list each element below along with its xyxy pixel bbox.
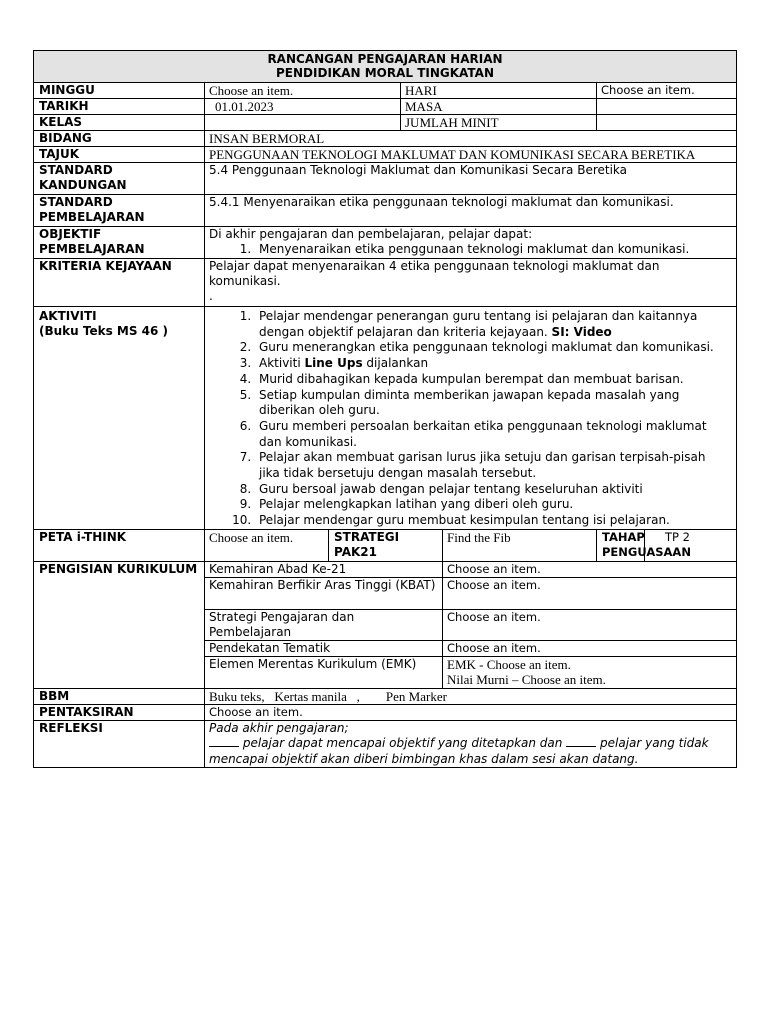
objektif-item: 1. Menyenaraikan etika penggunaan teknologi maklumat dan komunikasi. — [255, 242, 732, 257]
standard-pembelajaran-label-2: PEMBELAJARAN — [39, 210, 145, 224]
objektif-label — [34, 227, 205, 259]
standard-kandungan-value: 5.4 Penggunaan Teknologi Maklumat dan Komunikasi Secara Beretika — [205, 163, 737, 195]
refleksi-line-1: Pada akhir pengajaran; — [209, 720, 349, 735]
bidang-value: INSAN BERMORAL — [205, 131, 737, 147]
emk-line[interactable]: EMK - Choose an item. — [447, 656, 571, 672]
standard-kandungan-label-2: KANDUNGAN — [39, 178, 127, 192]
aktiviti-item: 2. Guru menerangkan etika penggunaan teknologi maklumat dan komunikasi. — [255, 340, 720, 356]
pengisian-item-name: Kemahiran Abad Ke-21 — [205, 561, 443, 577]
tajuk-label: TAJUK — [34, 147, 205, 163]
objektif-label-1: OBJEKTIF — [39, 227, 102, 241]
strategi-pak21-label: STRATEGI PAK21 — [329, 529, 443, 561]
minggu-label: MINGGU — [34, 83, 205, 99]
aktiviti-label-2: (Buku Teks MS 46 ) — [39, 324, 169, 338]
kriteria-line-1: Pelajar dapat menyenaraikan 4 etika penggunaan teknologi maklumat dan — [209, 259, 660, 273]
title-line-2: PENDIDIKAN MORAL TINGKATAN — [276, 66, 494, 80]
nilai-murni-line[interactable]: Nilai Murni – Choose an item. — [447, 671, 606, 687]
blank-line[interactable] — [566, 736, 596, 747]
tahap-penguasaan-value[interactable]: TP 2 — [645, 529, 737, 561]
refleksi-line-3: mencapai objektif akan diberi bimbingan khas dalam sesi akan datang. — [209, 751, 639, 766]
hari-label: HARI — [401, 83, 597, 99]
pengisian-item-name: Kemahiran Berfikir Aras Tinggi (KBAT) — [205, 577, 443, 609]
pengisian-item-dropdown[interactable]: Choose an item. — [443, 577, 737, 609]
jumlah-minit-field[interactable] — [597, 115, 737, 131]
pengisian-item-name: Strategi Pengajaran dan Pembelajaran — [205, 609, 443, 640]
standard-pembelajaran-label-1: STANDARD — [39, 195, 113, 209]
refleksi-label: REFLEKSI — [34, 720, 205, 768]
pengisian-item-name: Pendekatan Tematik — [205, 640, 443, 656]
refleksi-line-2: pelajar dapat mencapai objektif yang ditetapkan dan pelajar yang tidak — [209, 736, 732, 752]
kelas-label: KELAS — [34, 115, 205, 131]
blank-line[interactable] — [209, 736, 239, 747]
aktiviti-item: 3. Aktiviti Line Ups dijalankan — [255, 356, 720, 372]
aktiviti-list — [209, 309, 720, 529]
tarikh-label: TARIKH — [34, 99, 205, 115]
kelas-field[interactable] — [205, 115, 401, 131]
pentaksiran-dropdown[interactable]: Choose an item. — [205, 704, 737, 720]
emk-name: Elemen Merentas Kurikulum (EMK) — [205, 656, 443, 688]
peta-ithink-dropdown[interactable]: Choose an item. — [205, 529, 329, 561]
aktiviti-value — [205, 307, 737, 530]
pengisian-item-dropdown[interactable]: Choose an item. — [443, 561, 737, 577]
lesson-plan-sheet — [33, 50, 736, 768]
kriteria-label: KRITERIA KEJAYAAN — [34, 259, 205, 307]
aktiviti-item: 1. Pelajar mendengar penerangan guru tentang isi pelajaran dan kaitannya dengan objektif pelajaran dan kriteria kejayaan. SI: Video — [255, 309, 720, 340]
bbm-value: Buku teks, Kertas manila , Pen Marker — [205, 688, 737, 704]
tarikh-field[interactable]: 01.01.2023 — [205, 99, 401, 115]
masa-label: MASA — [401, 99, 597, 115]
objektif-value — [205, 227, 737, 259]
minggu-dropdown[interactable]: Choose an item. — [205, 83, 401, 99]
aktiviti-item: 7. Pelajar akan membuat garisan lurus jika setuju dan garisan terpisah-pisah jika tidak bersetuju dengan masalah tersebut. — [255, 450, 720, 481]
aktiviti-item: 10. Pelajar mendengar guru membuat kesimpulan tentang isi pelajaran. — [255, 513, 720, 529]
objektif-intro: Di akhir pengajaran dan pembelajaran, pelajar dapat: — [209, 227, 533, 241]
aktiviti-item: 8. Guru bersoal jawab dengan pelajar tentang keseluruhan aktiviti — [255, 482, 720, 498]
aktiviti-item: 4. Murid dibahagikan kepada kumpulan berempat dan membuat barisan. — [255, 372, 720, 388]
aktiviti-label-1: AKTIVITI — [39, 309, 97, 323]
jumlah-minit-label: JUMLAH MINIT — [401, 115, 597, 131]
bidang-label: BIDANG — [34, 131, 205, 147]
nilai-murni-dropdown: Choose an item. — [521, 671, 606, 687]
pengisian-item-dropdown[interactable]: Choose an item. — [443, 640, 737, 656]
masa-field[interactable] — [597, 99, 737, 115]
aktiviti-item: 5. Setiap kumpulan diminta memberikan jawapan kepada masalah yang diberikan oleh guru. — [255, 388, 720, 419]
emk-values — [443, 656, 737, 688]
tahap-penguasaan-label: TAHAP PENGUASAAN — [597, 529, 645, 561]
standard-kandungan-label — [34, 163, 205, 195]
kriteria-line-3: . — [209, 289, 213, 303]
title-line-1: RANCANGAN PENGAJARAN HARIAN — [267, 52, 503, 66]
lesson-plan-table — [33, 50, 737, 768]
objektif-list — [209, 242, 732, 257]
objektif-label-2: PEMBELAJARAN — [39, 242, 145, 256]
standard-kandungan-label-1: STANDARD — [39, 163, 113, 177]
pengisian-kurikulum-label: PENGISIAN KURIKULUM — [34, 561, 205, 688]
standard-pembelajaran-value: 5.4.1 Menyenaraikan etika penggunaan teknologi maklumat dan komunikasi. — [205, 195, 737, 227]
strategi-pak21-value[interactable]: Find the Fib — [443, 529, 597, 561]
peta-ithink-label: PETA i-THINK — [34, 529, 205, 561]
emk-dropdown: Choose an item. — [486, 656, 571, 672]
aktiviti-item: 9. Pelajar melengkapkan latihan yang diberi oleh guru. — [255, 497, 720, 513]
pentaksiran-label: PENTAKSIRAN — [34, 704, 205, 720]
hari-dropdown[interactable]: Choose an item. — [597, 83, 737, 99]
aktiviti-item: 6. Guru memberi persoalan berkaitan etika penggunaan teknologi maklumat dan komunikasi. — [255, 419, 720, 450]
pengisian-item-dropdown[interactable]: Choose an item. — [443, 609, 737, 640]
bbm-label: BBM — [34, 688, 205, 704]
kriteria-line-2: komunikasi. — [209, 274, 281, 288]
aktiviti-label — [34, 307, 205, 530]
tajuk-value: PENGGUNAAN TEKNOLOGI MAKLUMAT DAN KOMUNIKASI SECARA BERETIKA — [205, 147, 737, 163]
standard-pembelajaran-label — [34, 195, 205, 227]
page-title — [34, 51, 737, 83]
kriteria-value — [205, 259, 737, 307]
refleksi-value — [205, 720, 737, 768]
